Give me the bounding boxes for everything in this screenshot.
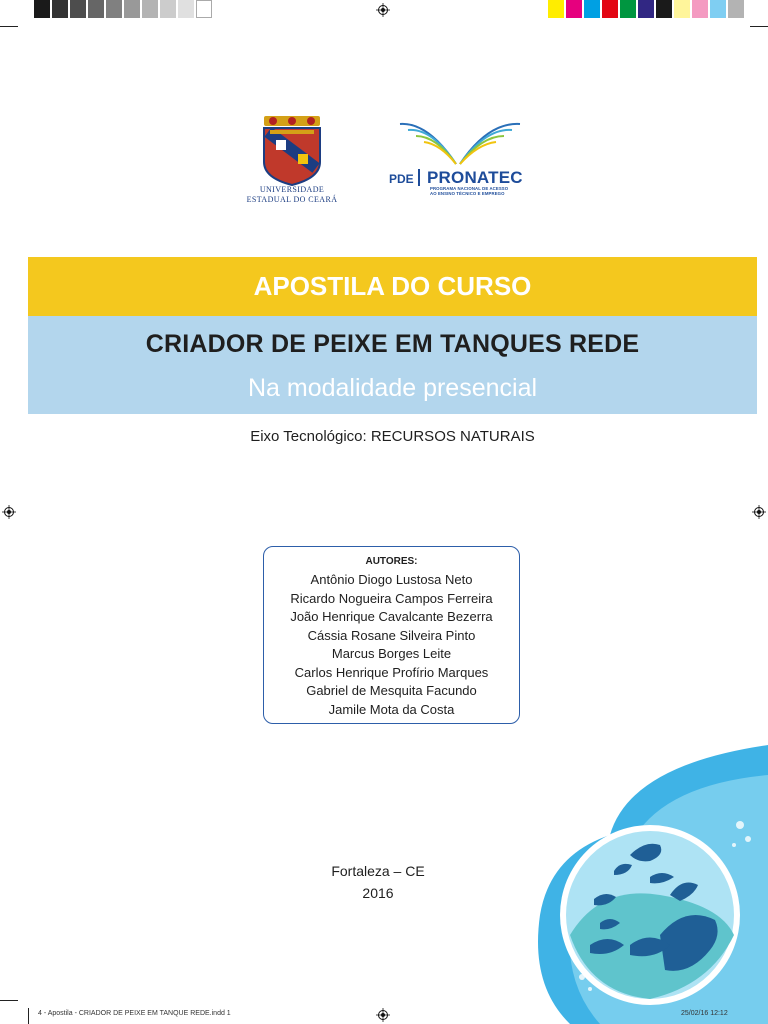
color-swatch xyxy=(566,0,582,18)
color-swatch xyxy=(620,0,636,18)
gray-swatch xyxy=(124,0,140,18)
technology-axis: Eixo Tecnológico: RECURSOS NATURAIS xyxy=(250,428,535,445)
color-swatch xyxy=(656,0,672,18)
uece-line-2: ESTADUAL DO CEARÁ xyxy=(246,195,338,204)
pronatec-book-icon xyxy=(398,118,523,170)
logo-divider xyxy=(418,169,420,186)
author-name: Cássia Rosane Silveira Pinto xyxy=(307,627,476,643)
registration-mark-icon xyxy=(2,505,16,519)
color-swatch xyxy=(692,0,708,18)
gray-swatch xyxy=(88,0,104,18)
gray-swatch xyxy=(160,0,176,18)
author-name: João Henrique Cavalcante Bezerra xyxy=(290,609,493,624)
author-name: Marcus Borges Leite xyxy=(331,646,452,661)
color-swatch xyxy=(584,0,600,18)
color-swatch xyxy=(548,0,564,18)
pronatec-label: PRONATEC xyxy=(427,168,523,187)
course-title: CRIADOR DE PEIXE EM TANQUES REDE xyxy=(145,330,640,358)
author-name: Jamile Mota da Costa xyxy=(328,701,455,717)
crop-mark xyxy=(0,1000,18,1001)
color-swatch xyxy=(710,0,726,18)
crop-mark xyxy=(28,1008,29,1024)
indd-slug: 4 - Apostila - CRIADOR DE PEIXE EM TANQUE REDE.indd 1 xyxy=(38,1010,231,1017)
pronatec-desc-line-1: PROGRAMA NACIONAL DE ACESSO xyxy=(430,186,509,191)
gray-swatch xyxy=(178,0,194,18)
indd-timestamp: 25/02/16 12:12 xyxy=(681,1010,728,1017)
color-swatch xyxy=(674,0,690,18)
gray-swatch xyxy=(142,0,158,18)
authors-list xyxy=(263,571,520,719)
course-mode: Na modalidade presencial xyxy=(247,374,538,402)
fish-globe-icon xyxy=(510,745,768,1024)
registration-mark-icon xyxy=(376,3,390,17)
color-swatch xyxy=(728,0,744,18)
crop-mark xyxy=(0,26,18,27)
pronatec-description xyxy=(430,186,508,196)
crop-mark xyxy=(750,26,768,27)
publication-place: Fortaleza – CE xyxy=(331,863,425,879)
gray-swatch xyxy=(34,0,50,18)
author-name: Ricardo Nogueira Campos Ferreira xyxy=(290,590,493,606)
color-swatch xyxy=(638,0,654,18)
course-heading: APOSTILA DO CURSO xyxy=(253,271,532,301)
color-swatch xyxy=(602,0,618,18)
gray-swatch xyxy=(70,0,86,18)
pde-label: PDE xyxy=(389,172,414,186)
gray-swatch xyxy=(196,0,212,18)
publication-year: 2016 xyxy=(362,885,394,901)
uece-wordmark xyxy=(240,185,344,205)
registration-mark-icon xyxy=(752,505,766,519)
authors-heading: AUTORES: xyxy=(365,556,418,567)
gray-swatch xyxy=(52,0,68,18)
author-name: Gabriel de Mesquita Facundo xyxy=(306,683,477,698)
pronatec-desc-line-2: AO ENSINO TÉCNICO E EMPREGO xyxy=(430,191,505,196)
gray-swatch xyxy=(106,0,122,18)
author-name: Antônio Diogo Lustosa Neto xyxy=(310,572,473,587)
uece-line-1: UNIVERSIDADE xyxy=(259,185,325,194)
author-name: Carlos Henrique Profírio Marques xyxy=(294,664,489,680)
registration-mark-icon xyxy=(376,1008,390,1022)
